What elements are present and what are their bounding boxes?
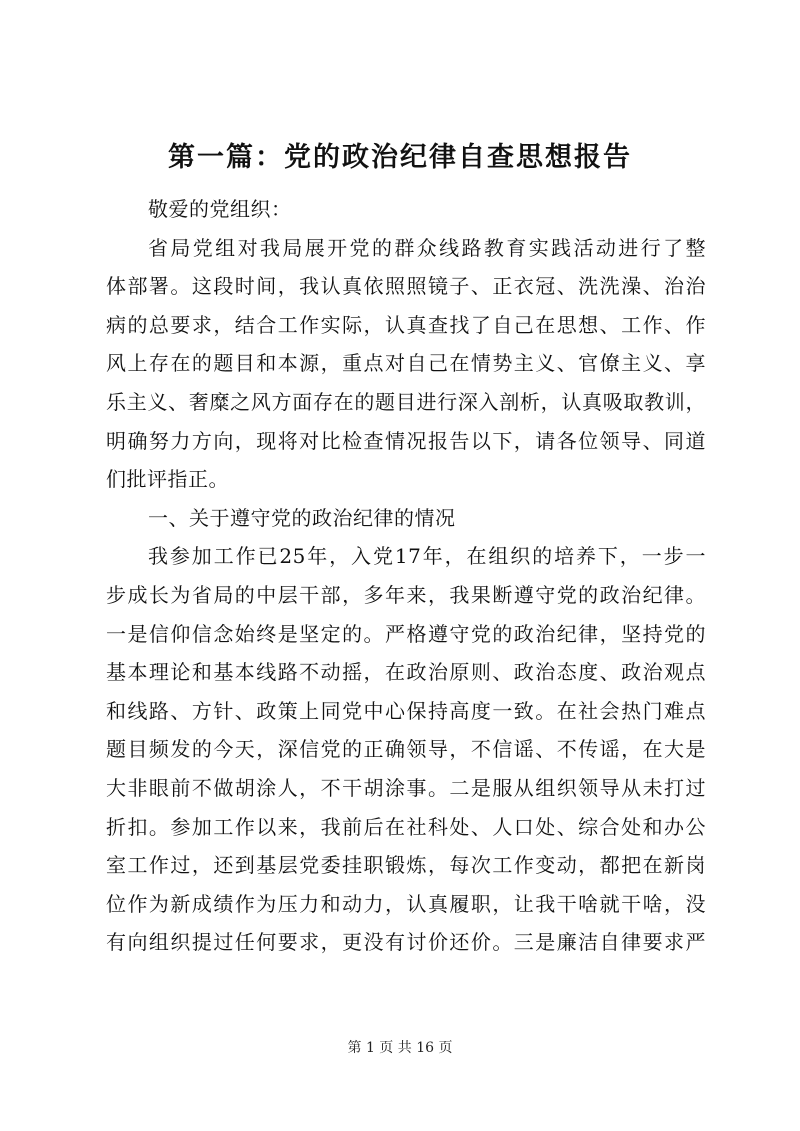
text-line: 病的总要求，结合工作实际，认真查找了自己在思想、工作、作 bbox=[106, 312, 706, 337]
text-line: 们批评指正。 bbox=[106, 467, 229, 492]
salutation-line: 敬爱的党组织： bbox=[148, 197, 292, 221]
text-line: 大非眼前不做胡涂人，不干胡涂事。二是服从组织领导从未打过 bbox=[106, 775, 706, 800]
text-line: 风上存在的题目和本源，重点对自己在情势主义、官僚主义、享 bbox=[106, 351, 706, 376]
text-line: 和线路、方针、政策上同党中心保持高度一致。在社会热门难点 bbox=[106, 698, 706, 723]
text-line: 我参加工作已25年，入党17年，在组织的培养下，一步一 bbox=[148, 544, 706, 569]
text-line: 明确努力方向，现将对比检查情况报告以下，请各位领导、同道 bbox=[106, 428, 706, 453]
text-line: 体部署。这段时间，我认真依照照镜子、正衣冠、洗洗澡、治治 bbox=[106, 274, 706, 299]
text-line: 基本理论和基本线路不动摇，在政治原则、政治态度、政治观点 bbox=[106, 660, 706, 685]
document-body bbox=[106, 190, 706, 962]
text-line: 题目频发的今天，深信党的正确领导，不信谣、不传谣，在大是 bbox=[106, 737, 706, 762]
section-heading: 一、关于遵守党的政治纪律的情况 bbox=[148, 505, 456, 530]
page-footer: 第 1 页 共 16 页 bbox=[347, 1040, 453, 1056]
text-line: 乐主义、奢糜之风方面存在的题目进行深入剖析，认真吸取教训， bbox=[106, 389, 706, 414]
text-line: 步成长为省局的中层干部，多年来，我果断遵守党的政治纪律。 bbox=[106, 582, 706, 607]
text-line: 一是信仰信念始终是坚定的。严格遵守党的政治纪律，坚持党的 bbox=[106, 621, 706, 646]
document-title: 第一篇：党的政治纪律自查思想报告 bbox=[168, 142, 632, 173]
text-line: 有向组织提过任何要求，更没有讨价还价。三是廉洁自律要求严 bbox=[106, 930, 706, 955]
text-line: 位作为新成绩作为压力和动力，认真履职，让我干啥就干啥，没 bbox=[106, 891, 706, 916]
text-line: 折扣。参加工作以来，我前后在社科处、人口处、综合处和办公 bbox=[106, 814, 706, 839]
text-line: 室工作过，还到基层党委挂职锻炼，每次工作变动，都把在新岗 bbox=[106, 853, 706, 878]
text-line: 省局党组对我局展开党的群众线路教育实践活动进行了整 bbox=[148, 235, 706, 260]
